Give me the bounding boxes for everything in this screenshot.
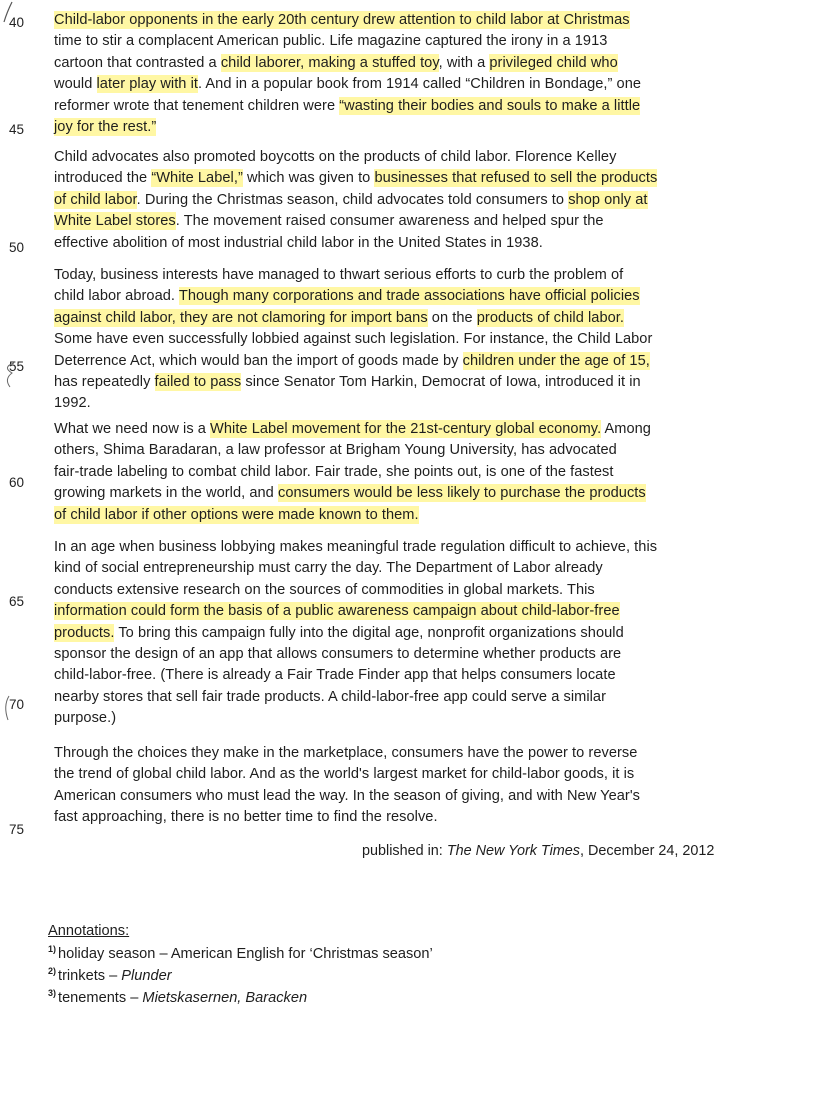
text-line: [54, 581, 595, 600]
text-segment: purpose.): [54, 710, 117, 727]
text-line: [54, 118, 156, 137]
text-segment: American consumers who must lead the way. In the season of giving, and with New Year's: [54, 787, 641, 804]
highlighted-text: products of child labor.: [476, 309, 624, 326]
text-segment: on the: [427, 309, 477, 326]
text-line: [54, 765, 634, 784]
text-segment: Through the choices they make in the marketplace, consumers have the power to reverse: [54, 745, 638, 761]
text-line: [54, 808, 438, 827]
text-line: [54, 266, 623, 285]
annotations-heading: Annotations:: [48, 923, 130, 939]
text-segment: reformer wrote that tenement children were: [54, 97, 340, 114]
highlighted-text: of child labor if other options were made known to them.: [54, 506, 419, 523]
highlighted-text: of child labor: [54, 191, 137, 208]
text-segment: What we need now is a: [54, 421, 211, 437]
text-segment: cartoon that contrasted a: [54, 54, 221, 71]
highlighted-text: child laborer, making a stuffed toy: [220, 54, 439, 71]
annotation-item: $^{3)}$ tenements – Mietskasernen, Baracken: [48, 988, 308, 1006]
text-line: [54, 463, 613, 482]
text-segment: To bring this campaign fully into the digital age, nonprofit organizations should: [114, 624, 624, 641]
text-line: [54, 352, 650, 371]
text-segment: Child advocates also promoted boycotts on the products of child labor. Florence Kelley: [54, 149, 617, 165]
text-segment: child-labor-free. (There is already a Fair Trade Finder app that helps consumers locate: [54, 667, 616, 684]
highlighted-text: White Label movement for the 21st-century global economy.: [210, 421, 602, 437]
text-segment: effective abolition of most industrial child labor in the United States in 1938.: [54, 234, 543, 251]
highlighted-text: “wasting their bodies and souls to make a little: [339, 97, 641, 114]
text-line: [54, 666, 616, 685]
text-line: [54, 11, 630, 30]
line-number: 50: [9, 240, 25, 255]
highlighted-text: information could form the basis of a public awareness campaign about child-labor-free: [54, 603, 620, 620]
line-number: 65: [9, 594, 25, 609]
text-segment: Among: [601, 421, 651, 437]
line-number: 60: [9, 475, 25, 490]
text-line: [54, 169, 657, 188]
text-line: [54, 287, 640, 306]
highlighted-text: later play with it: [96, 76, 198, 93]
text-segment: would: [54, 76, 97, 93]
text-line: [54, 373, 641, 392]
text-line: [54, 624, 624, 643]
pen-bracket: [0, 690, 20, 730]
line-number: 75: [9, 822, 25, 837]
text-line: [54, 538, 657, 557]
text-line: [54, 54, 618, 73]
line-number: 45: [9, 122, 25, 137]
text-line: [54, 97, 640, 116]
text-segment: Some have even successfully lobbied against such legislation. For instance, the Child Labor: [54, 331, 653, 348]
annotation-item: $^{1)}$ holiday season – American English for ‘Christmas season’: [48, 944, 433, 962]
text-segment: nearby stores that sell fair trade products. A child-labor-free app could serve a similar: [54, 688, 606, 705]
text-segment: fair-trade labeling to combat child labor. Fair trade, she points out, is one of the fastest: [54, 463, 614, 480]
highlighted-text: Child-labor opponents in the early 20th century drew attention to child labor at Christmas: [54, 12, 630, 28]
text-segment: has repeatedly: [54, 374, 155, 390]
text-line: [54, 484, 646, 503]
highlighted-text: children under the age of 15,: [462, 352, 650, 369]
highlighted-text: failed to pass: [154, 374, 242, 390]
text-line: [54, 506, 419, 525]
highlighted-text: White Label stores: [54, 213, 176, 230]
highlighted-text: against child labor, they are not clamoring for import bans: [54, 309, 428, 326]
text-line: [54, 32, 607, 51]
text-segment: the trend of global child labor. And as the world's largest market for child-labor goods, it is: [54, 766, 635, 783]
text-segment: Today, business interests have managed to thwart serious efforts to curb the problem of: [54, 267, 624, 283]
highlighted-text: consumers would be less likely to purchase the products: [277, 485, 646, 502]
text-segment: 1992.: [54, 395, 91, 412]
text-line: [54, 645, 621, 664]
pen-mark: [0, 0, 40, 40]
text-segment: others, Shima Baradaran, a law professor at Brigham Young University, has advocated: [54, 442, 617, 459]
text-segment: . During the Christmas season, child advocates told consumers to: [136, 191, 569, 208]
text-line: [54, 75, 641, 94]
text-segment: child labor abroad.: [54, 288, 179, 305]
text-line: [54, 787, 640, 806]
pen-bracket: [0, 355, 40, 395]
highlighted-text: Though many corporations and trade associations have official policies: [178, 288, 640, 305]
text-segment: , with a: [438, 54, 490, 71]
highlighted-text: privileged child who: [489, 54, 618, 71]
text-line: [54, 330, 652, 349]
text-segment: kind of social entrepreneurship must carry the day. The Department of Labor already: [54, 560, 603, 577]
line-number: 55: [9, 359, 25, 374]
text-line: [54, 420, 651, 439]
text-segment: In an age when business lobbying makes meaningful trade regulation difficult to achieve, this: [54, 539, 658, 555]
highlighted-text: “White Label,”: [151, 170, 243, 187]
text-segment: . And in a popular book from 1914 called “Children in Bondage,” one: [197, 76, 642, 93]
text-line: [54, 394, 91, 413]
text-segment: sponsor the design of an app that allows consumers to determine whether products are: [54, 646, 622, 662]
text-line: [54, 441, 617, 460]
text-segment: since Senator Tom Harkin, Democrat of Iowa, introduced it in: [241, 374, 641, 390]
text-segment: growing markets in the world, and: [54, 485, 278, 502]
highlighted-text: joy for the rest.”: [54, 119, 157, 135]
text-segment: which was given to: [242, 170, 375, 187]
highlighted-text: shop only at: [568, 191, 648, 208]
text-segment: fast approaching, there is no better time to find the resolve.: [54, 809, 438, 826]
text-segment: introduced the: [54, 170, 152, 187]
text-segment: conducts extensive research on the sources of commodities in global markets. This: [54, 581, 595, 598]
source-citation: published in: The New York Times, December 24, 2012: [362, 843, 715, 859]
text-line: [54, 559, 603, 578]
text-line: [54, 234, 543, 253]
text-line: [54, 709, 116, 728]
text-segment: Deterrence Act, which would ban the import of goods made by: [54, 352, 463, 369]
highlighted-text: products.: [54, 624, 115, 641]
text-line: [54, 688, 606, 707]
text-line: [54, 148, 616, 167]
annotation-item: $^{2)}$ trinkets – Plunder: [48, 966, 172, 984]
text-line: [54, 602, 620, 621]
text-line: [54, 191, 648, 210]
text-line: [54, 212, 604, 231]
text-segment: . The movement raised consumer awareness and helped spur the: [175, 213, 604, 230]
text-line: [54, 309, 624, 328]
line-number: 40: [9, 15, 25, 30]
highlighted-text: businesses that refused to sell the products: [374, 170, 658, 187]
line-number: 70: [9, 697, 25, 712]
text-segment: time to stir a complacent American public. Life magazine captured the irony in a 1913: [54, 33, 608, 50]
text-line: [54, 744, 637, 763]
